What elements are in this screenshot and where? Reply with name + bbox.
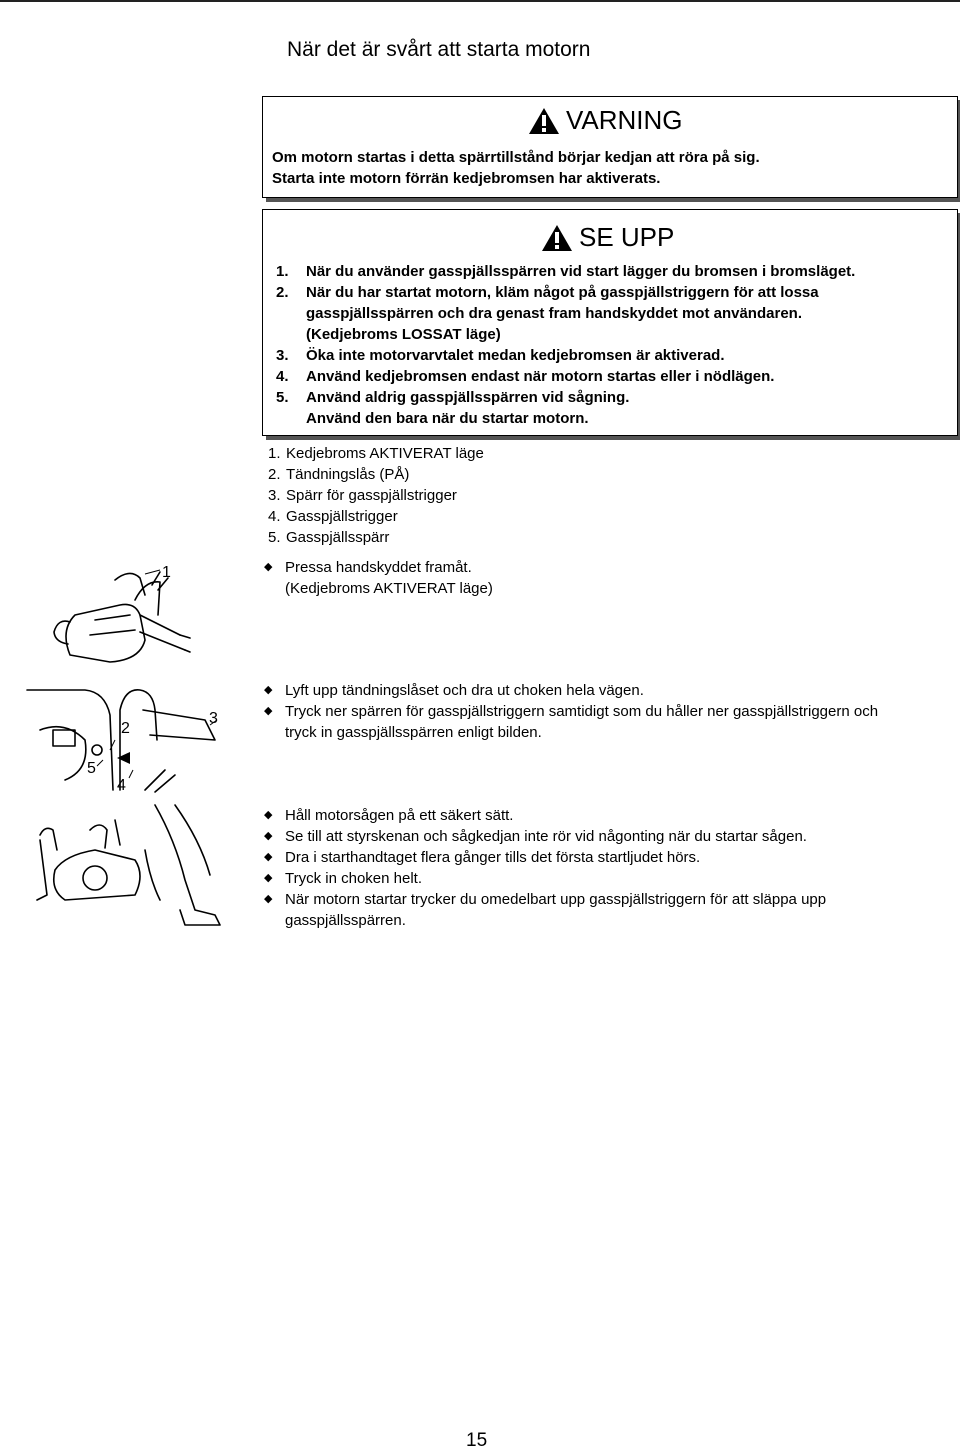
step-text: Tryck in choken helt. — [285, 870, 422, 887]
parts-label: Kedjebroms AKTIVERAT läge — [286, 445, 484, 462]
bullet-icon: ◆ — [264, 872, 273, 884]
caution-item-text: Öka inte motorvarvtalet medan kedjebromsen är aktiverad. — [306, 347, 725, 364]
bullet-icon: ◆ — [264, 830, 273, 842]
warning-heading-text: VARNING — [566, 105, 683, 135]
caution-heading — [541, 222, 674, 253]
bullet-icon: ◆ — [264, 684, 273, 696]
warning-heading — [528, 105, 683, 136]
warning-triangle-icon — [528, 107, 560, 135]
step-item — [262, 680, 956, 701]
starting-saw-illustration — [35, 800, 230, 930]
step-text: Håll motorsågen på ett säkert sätt. — [285, 807, 514, 824]
step-item — [262, 868, 956, 889]
step-text: Se till att styrskenan och sågkedjan inte rör vid någonting när du startar sågen. — [285, 828, 807, 845]
parts-item — [268, 443, 484, 464]
caution-item — [276, 387, 855, 429]
parts-number: 1. — [268, 445, 281, 462]
caution-item-number: 3. — [276, 347, 289, 364]
step-text: Pressa handskyddet framåt. — [285, 559, 472, 576]
starting-position-drawing — [35, 800, 230, 930]
parts-item — [268, 527, 484, 548]
step-item — [262, 557, 952, 599]
page-title: När det är svårt att starta motorn — [287, 38, 591, 61]
bullet-icon: ◆ — [264, 851, 273, 863]
step-text: Lyft upp tändningslåset och dra ut choken hela vägen. — [285, 682, 644, 699]
parts-list — [268, 443, 484, 548]
step-text: Dra i starthandtaget flera gånger tills det första startljudet hörs. — [285, 849, 701, 866]
step-text: gasspjällsspärren. — [285, 912, 406, 929]
step-text: Tryck ner spärren för gasspjällstriggern samtidigt som du håller ner gasspjällstriggern och — [285, 703, 879, 720]
caution-item-text: När du har startat motorn, kläm något på gasspjällstriggern för att lossa — [306, 284, 819, 301]
parts-label: Tändningslås (PÅ) — [286, 466, 410, 483]
parts-number: 3. — [268, 487, 281, 504]
bullet-icon: ◆ — [264, 809, 273, 821]
caution-box — [262, 209, 958, 436]
callout-2: 2 — [121, 720, 130, 737]
warning-line: Starta inte motorn förrän kedjebromsen har aktiverats. — [272, 170, 661, 187]
step-item — [262, 805, 956, 826]
callout-5: 5 — [87, 760, 96, 777]
warning-line: Om motorn startas i detta spärrtillstånd börjar kedjan att röra på sig. — [272, 149, 760, 166]
parts-item — [268, 464, 484, 485]
warning-triangle-icon — [541, 224, 573, 252]
step-item — [262, 701, 956, 743]
step-item — [262, 847, 956, 868]
chainsaw-brake-drawing — [40, 560, 240, 670]
caution-item-number: 2. — [276, 284, 289, 301]
caution-item — [276, 345, 855, 366]
bullet-icon: ◆ — [264, 561, 273, 573]
caution-item-text: gasspjällsspärren och dra genast fram handskyddet mot användaren. — [306, 305, 802, 322]
step-list — [262, 680, 956, 743]
caution-item-text: Använd aldrig gasspjällsspärren vid sågning. — [306, 389, 630, 406]
step-item — [262, 826, 956, 847]
caution-item-number: 4. — [276, 368, 289, 385]
parts-label: Spärr för gasspjällstrigger — [286, 487, 457, 504]
caution-item-text: Använd kedjebromsen endast när motorn startas eller i nödlägen. — [306, 368, 775, 385]
step-text: (Kedjebroms AKTIVERAT läge) — [285, 580, 493, 597]
caution-item-number: 5. — [276, 389, 289, 406]
throttle-detail-drawing — [25, 680, 240, 795]
step-text: tryck in gasspjällsspärren enligt bilden. — [285, 724, 542, 741]
callout-4: 4 — [117, 777, 126, 794]
bullet-icon: ◆ — [264, 893, 273, 905]
caution-heading-text: SE UPP — [579, 222, 675, 252]
callout-3: 3 — [209, 710, 218, 727]
parts-label: Gasspjällsspärr — [286, 529, 390, 546]
caution-item — [276, 282, 855, 345]
caution-item — [276, 261, 855, 282]
parts-number: 5. — [268, 529, 281, 546]
caution-item-text: Använd den bara när du startar motorn. — [306, 410, 589, 427]
parts-label: Gasspjällstrigger — [286, 508, 398, 525]
chain-brake-illustration — [40, 560, 240, 670]
caution-item-text: När du använder gasspjällsspärren vid start lägger du bromsen i bromsläget. — [306, 263, 856, 280]
parts-number: 2. — [268, 466, 281, 483]
step-list — [262, 805, 956, 931]
caution-list — [276, 261, 855, 429]
parts-item — [268, 506, 484, 527]
page-number: 15 — [466, 1430, 488, 1451]
caution-item — [276, 366, 855, 387]
parts-item — [268, 485, 484, 506]
step-item — [262, 889, 956, 931]
caution-item-number: 1. — [276, 263, 289, 280]
caution-item-text: (Kedjebroms LOSSAT läge) — [306, 326, 501, 343]
bullet-icon: ◆ — [264, 705, 273, 717]
warning-box — [262, 96, 958, 198]
step-list — [262, 557, 952, 599]
warning-text — [272, 147, 760, 189]
throttle-lock-illustration — [25, 680, 240, 795]
parts-number: 4. — [268, 508, 281, 525]
step-text: När motorn startar trycker du omedelbart upp gasspjällstriggern för att släppa upp — [285, 891, 827, 908]
callout-1: 1 — [162, 564, 171, 581]
top-rule — [0, 0, 960, 2]
